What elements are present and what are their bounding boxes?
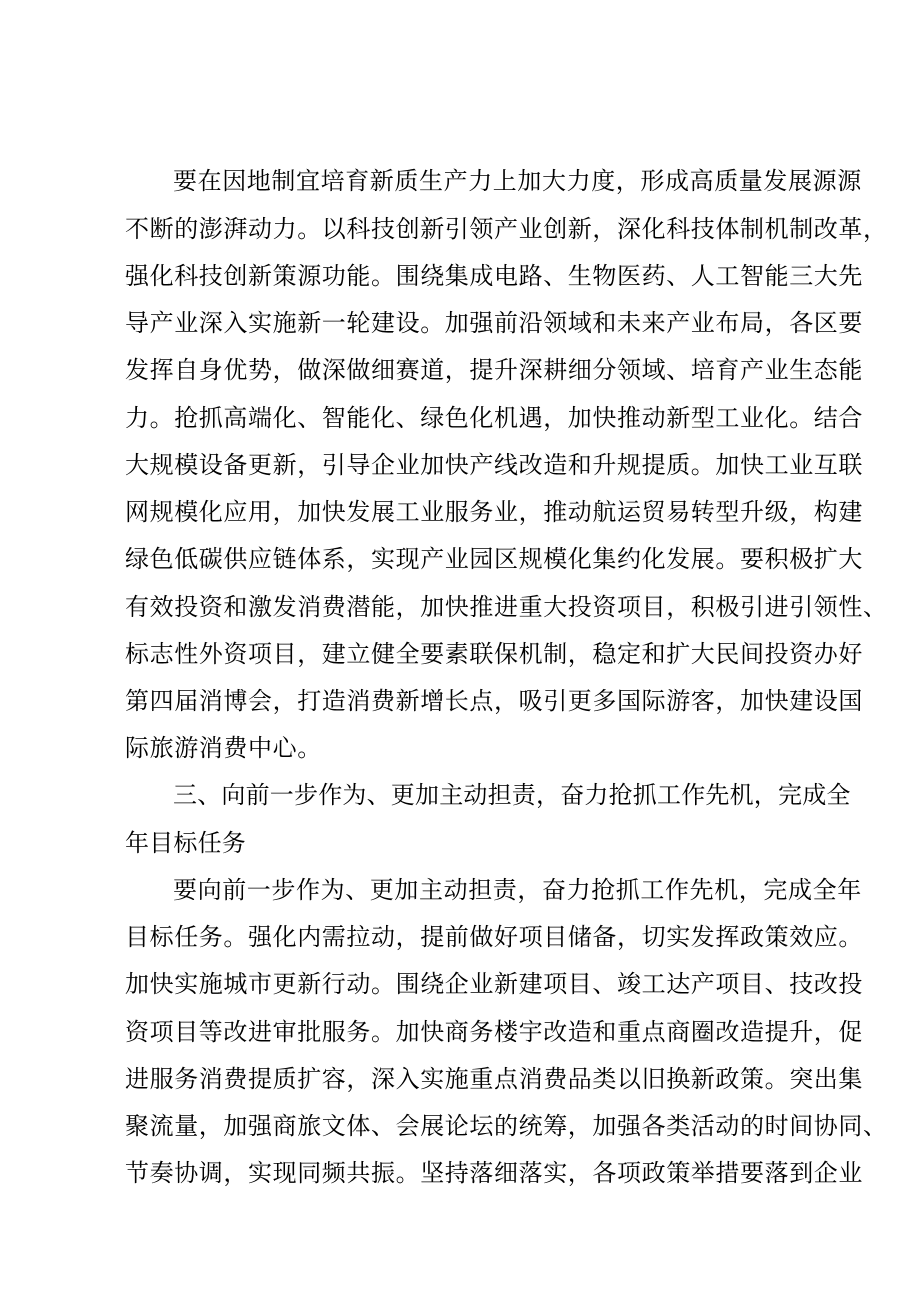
paragraph-1-line-4: 导产业深入实施新一轮建设。加强前沿领域和未来产业布局，各区要 bbox=[125, 309, 863, 337]
paragraph-2-line-1: 要向前一步作为、更加主动担责，奋力抢抓工作先机，完成全年 bbox=[173, 876, 862, 904]
section-heading-line-1: 三、向前一步作为、更加主动担责，奋力抢抓工作先机，完成全 bbox=[173, 781, 851, 809]
paragraph-2-line-5: 进服务消费提质扩容，深入实施重点消费品类以旧换新政策。突出集 bbox=[125, 1065, 863, 1093]
paragraph-1-line-5: 发挥自身优势，做深做细赛道，提升深耕细分领域、培育产业生态能 bbox=[125, 356, 863, 384]
paragraph-2-line-3: 加快实施城市更新行动。围绕企业新建项目、竣工达产项目、技改投 bbox=[125, 970, 863, 998]
section-heading-line-2: 年目标任务 bbox=[125, 829, 246, 857]
paragraph-1-line-3: 强化科技创新策源功能。围绕集成电路、生物医药、人工智能三大先 bbox=[125, 262, 863, 290]
paragraph-1-line-2: 不断的澎湃动力。以科技创新引领产业创新，深化科技体制机制改革， bbox=[125, 215, 888, 243]
paragraph-2-line-7: 节奏协调，实现同频共振。坚持落细落实，各项政策举措要落到企业 bbox=[125, 1159, 863, 1187]
paragraph-2-line-6: 聚流量，加强商旅文体、会展论坛的统筹，加强各类活动的时间协同、 bbox=[125, 1112, 888, 1140]
paragraph-1-line-1: 要在因地制宜培育新质生产力上加大力度，形成高质量发展源源 bbox=[173, 167, 862, 195]
paragraph-2-line-4: 资项目等改进审批服务。加快商务楼宇改造和重点商圈改造提升，促 bbox=[125, 1018, 863, 1046]
paragraph-1-line-13: 际旅游消费中心。 bbox=[125, 734, 322, 762]
paragraph-1-line-7: 大规模设备更新，引导企业加快产线改造和升规提质。加快工业互联 bbox=[125, 451, 863, 479]
paragraph-1-line-8: 网规模化应用，加快发展工业服务业，推动航运贸易转型升级，构建 bbox=[125, 498, 863, 526]
paragraph-1-line-11: 标志性外资项目，建立健全要素联保机制，稳定和扩大民间投资办好 bbox=[125, 640, 863, 668]
paragraph-1-line-9: 绿色低碳供应链体系，实现产业园区规模化集约化发展。要积极扩大 bbox=[125, 545, 863, 573]
paragraph-2-line-2: 目标任务。强化内需拉动，提前做好项目储备，切实发挥政策效应。 bbox=[125, 923, 863, 951]
paragraph-1-line-12: 第四届消博会，打造消费新增长点，吸引更多国际游客，加快建设国 bbox=[125, 687, 863, 715]
paragraph-1-line-10: 有效投资和激发消费潜能，加快推进重大投资项目，积极引进引领性、 bbox=[125, 593, 888, 621]
paragraph-1-line-6: 力。抢抓高端化、智能化、绿色化机遇，加快推动新型工业化。结合 bbox=[125, 404, 863, 432]
